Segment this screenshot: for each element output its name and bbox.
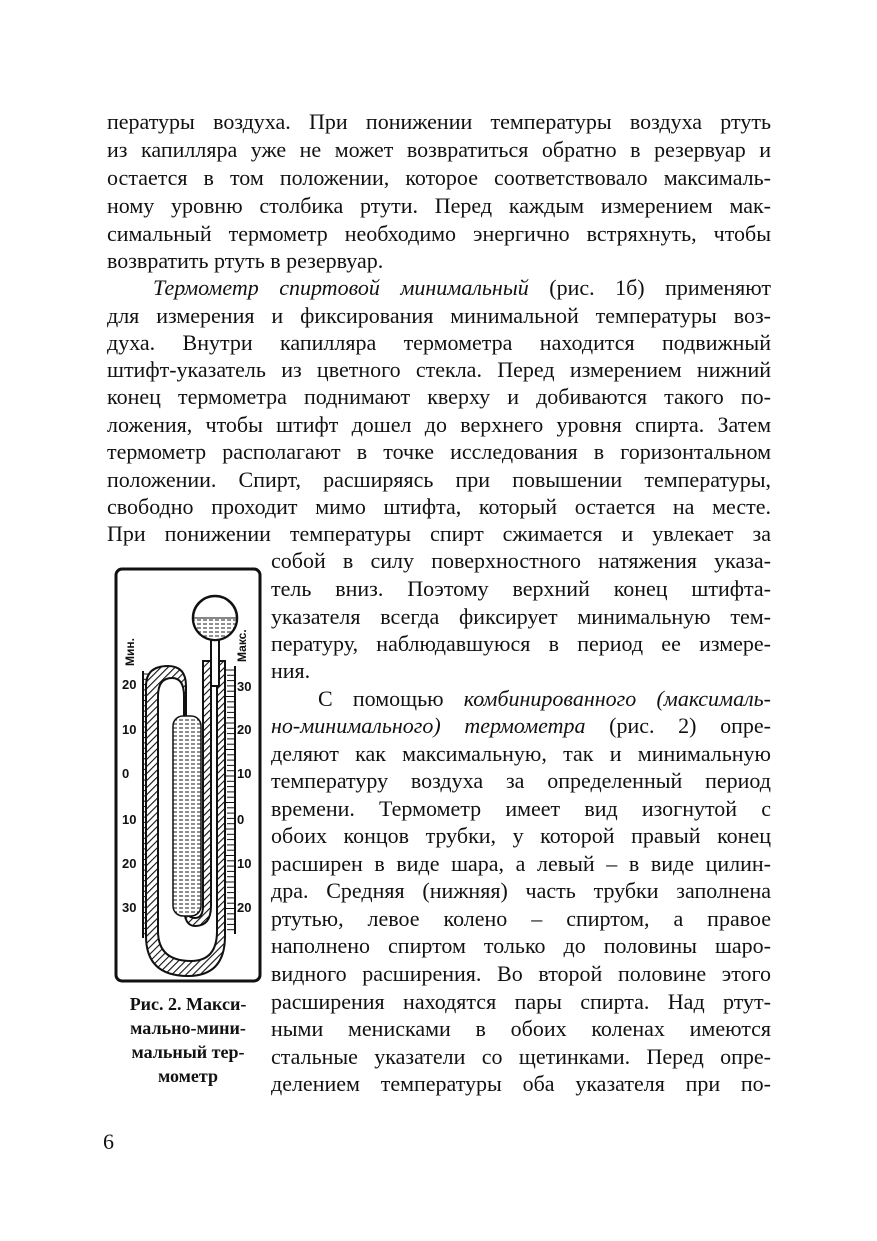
text-line: ному уровню столбика ртути. Перед каждым измерением мак- <box>107 193 771 218</box>
text-line: свободно проходит мимо штифта, который остается на месте. <box>107 494 771 519</box>
text-line: симальный термометр необходимо энергично встряхнуть, чтобы <box>107 221 771 246</box>
text-line <box>271 685 771 713</box>
text-line: обоих концов трубки, у которой правый конец <box>271 823 771 848</box>
right-scale-label: 20 <box>237 722 252 737</box>
thermometer-figure <box>113 566 263 984</box>
text-line: ложения, чтобы штифт дошел до верхнего уровня спирта. Затем <box>107 412 771 437</box>
left-scale-label: 10 <box>122 722 137 737</box>
term-combined-thermometer-cont: но-минимального) термометра <box>271 713 586 738</box>
text-fragment: С помощью <box>318 686 464 711</box>
term-minimal-thermometer: Термометр спиртовой минимальный <box>153 275 529 300</box>
thermometer-illustration <box>113 566 263 984</box>
caption-line: мальный тер- <box>131 1042 245 1062</box>
text-line: положении. Спирт, расширяясь при повышении температуры, <box>107 467 771 492</box>
left-scale-label: 0 <box>122 766 130 781</box>
text-line: конец термометра поднимают кверху и добиваются такого по- <box>107 384 771 409</box>
left-scale-label: 20 <box>122 856 137 871</box>
text-line: деляют как максимальную, так и минимальную <box>271 741 771 766</box>
left-scale-label: 20 <box>122 677 137 692</box>
text-line: расширен в виде шара, а левый – в виде цилин- <box>271 851 771 876</box>
text-line: ными менисками в обоих коленах имеются <box>271 1016 771 1041</box>
right-scale-label: 10 <box>237 766 252 781</box>
text-line: температуру воздуха за определенный период <box>271 768 771 793</box>
text-fragment: (рис. 2) опре- <box>585 713 771 738</box>
text-line: При понижении температуры спирт сжимается и увлекает за <box>107 521 771 546</box>
caption-line: Рис. 2. Макси- <box>129 994 247 1014</box>
text-line: стальные указатели со щетинками. Перед опре- <box>271 1044 771 1069</box>
text-line: для измерения и фиксирования минимальной температуры воз- <box>107 303 771 328</box>
left-scale-label: 10 <box>122 812 137 827</box>
left-scale-label: 30 <box>122 900 137 915</box>
text-line: остается в том положении, которое соответствовало максималь- <box>107 165 771 190</box>
text-line: пературы воздуха. При понижении температуры воздуха ртуть <box>107 109 771 134</box>
text-line: духа. Внутри капилляра термометра находится подвижный <box>107 330 771 355</box>
right-scale-label: 10 <box>237 856 252 871</box>
right-scale-label: 30 <box>237 679 252 694</box>
caption-line: мометр <box>157 1066 218 1086</box>
text-line: собой в силу поверхностного натяжения указа- <box>271 548 771 573</box>
text-line: делением температуры оба указателя при по- <box>271 1071 771 1096</box>
text-line: времени. Термометр имеет вид изогнутой с <box>271 796 771 821</box>
text-line: видного расширения. Во второй половине этого <box>271 961 771 986</box>
text-line: наполнено спиртом только до половины шаро- <box>271 933 771 958</box>
text-line: из капилляра уже не может возвратиться обратно в резервуар и <box>107 137 771 162</box>
text-line: дра. Средняя (нижняя) часть трубки заполнена <box>271 878 771 903</box>
text-fragment: (рис. 1б) применяют <box>528 275 772 300</box>
term-combined-thermometer: комбинированного (максималь- <box>463 686 772 711</box>
text-line <box>271 712 771 740</box>
page-number: 6 <box>103 1129 114 1154</box>
text-line: термометр располагают в точке исследования в горизонтальном <box>107 439 771 464</box>
text-line: расширения находятся пары спирта. Над ртут- <box>271 989 771 1014</box>
right-scale-label: 0 <box>237 812 245 827</box>
figure-caption <box>108 992 268 1088</box>
text-line: тель вниз. Поэтому верхний конец штифта- <box>271 576 771 601</box>
left-scale-title: Мин. <box>123 638 137 666</box>
caption-line: мально-мини- <box>130 1018 246 1038</box>
text-line: ния. <box>271 658 311 683</box>
text-line: штифт-указатель из цветного стекла. Перед измерением нижний <box>107 357 771 382</box>
right-scale-label: 20 <box>237 900 252 915</box>
alcohol-column <box>173 716 201 916</box>
right-scale-title: Макс. <box>235 629 249 662</box>
text-line: пературу, наблюдавшуюся в период ее измере- <box>271 631 771 656</box>
text-line: ртутью, левое колено – спиртом, а правое <box>271 906 771 931</box>
text-line <box>107 274 771 302</box>
text-line: возвратить ртуть в резервуар. <box>107 248 384 273</box>
text-line: указателя всегда фиксирует минимальную тем- <box>271 604 771 629</box>
